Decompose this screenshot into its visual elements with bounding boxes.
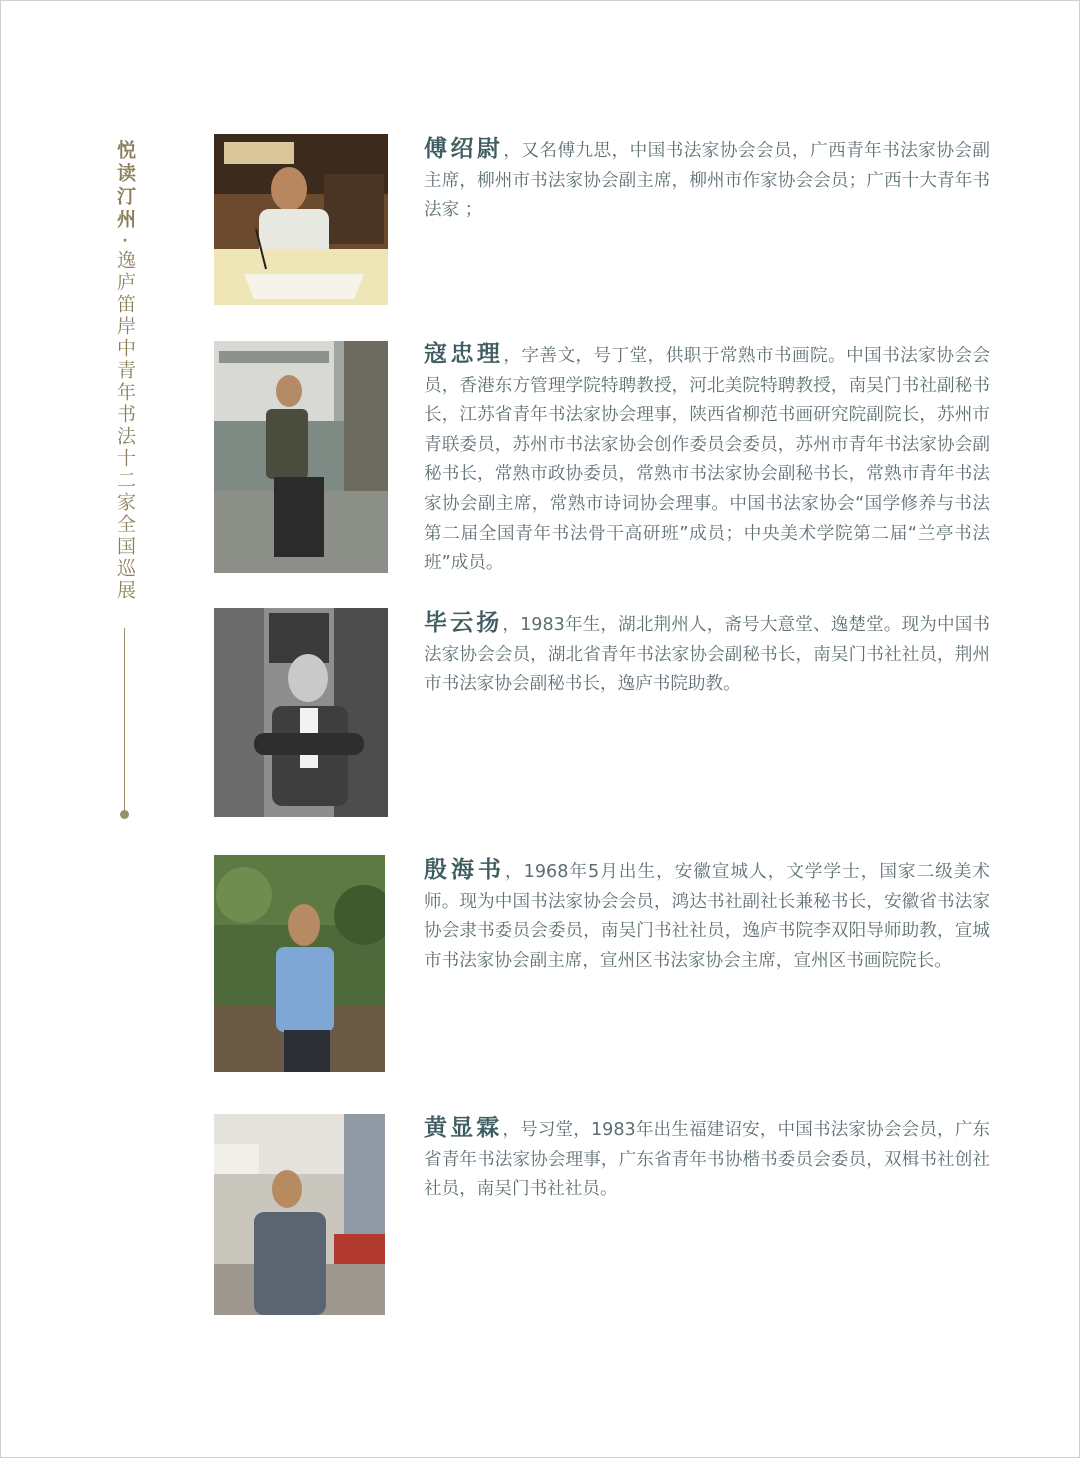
portrait-photo-2 <box>214 341 388 573</box>
bio-5 <box>424 1113 990 1205</box>
bio-text-2: ，字善文，号丁堂，供职于常熟市书画院。中国书法家协会会员，香港东方管理学院特聘教授，河北美院特聘教授，南吴门书社副秘书长，江苏省青年书法家协会理事，陕西省柳范书画研究院副院长，苏州市青联委员，苏州市书法家协会创作委员会委员，苏州市青年书法家协会副秘书长，常熟市政协委员，常熟市书法家协会副秘书长，常熟市青年书法家协会副主席，常熟市诗词协会理事。中国书法家协会“国学修养与书法第二届全国青年书法骨干高研班”成员；中央美术学院第二届“兰亭书法班”成员。 <box>424 346 990 574</box>
side-title-subtitle: 逸庐笛岸中青年书法十二家全国巡展 <box>114 250 136 602</box>
side-title-main: 悦读汀州 <box>114 140 136 232</box>
person-name-5: 黄显霖 <box>424 1114 503 1141</box>
portrait-photo-1 <box>214 134 388 305</box>
person-name-1: 傅绍尉 <box>424 135 504 162</box>
side-title-dot: · <box>122 233 128 249</box>
bio-2 <box>424 339 990 579</box>
bio-text-1: ，又名傅九思，中国书法家协会会员，广西青年书法家协会副主席，柳州市书法家协会副主席，柳州市作家协会会员；广西十大青年书法家 ； <box>424 141 990 221</box>
bio-text-3: ，1983年生，湖北荆州人，斋号大意堂、逸楚堂。现为中国书法家协会会员，湖北省青年书法家协会副秘书长，南吴门书社社员，荆州市书法家协会副秘书长，逸庐书院助教。 <box>424 615 991 695</box>
person-name-3: 毕云扬 <box>424 609 503 636</box>
bio-text-5: ，号习堂，1983年出生福建诏安，中国书法家协会会员，广东省青年书法家协会理事，广东省青年书协楷书委员会委员，双楫书社创社社员，南吴门书社社员。 <box>424 1120 991 1200</box>
portrait-photo-4 <box>214 855 385 1072</box>
person-name-2: 寇忠理 <box>424 340 504 367</box>
portrait-photo-3 <box>214 608 388 817</box>
bio-4 <box>424 855 990 976</box>
bio-3 <box>424 608 990 700</box>
person-name-4: 殷海书 <box>424 856 506 883</box>
bio-1 <box>424 134 990 226</box>
portrait-photo-5 <box>214 1114 385 1315</box>
side-title <box>112 140 138 602</box>
bio-text-4: ，1968年5月出生，安徽宣城人，文学学士，国家二级美术师。现为中国书法家协会会员，鸿达书社副社长兼秘书长，安徽省书法家协会隶书委员会委员，南吴门书社社员，逸庐书院李双阳导师助教，宣城市书法家协会副主席，宣州区书法家协会主席，宣州区书画院院长。 <box>424 862 990 971</box>
side-divider-dot <box>120 810 129 819</box>
side-divider-line <box>124 628 125 812</box>
